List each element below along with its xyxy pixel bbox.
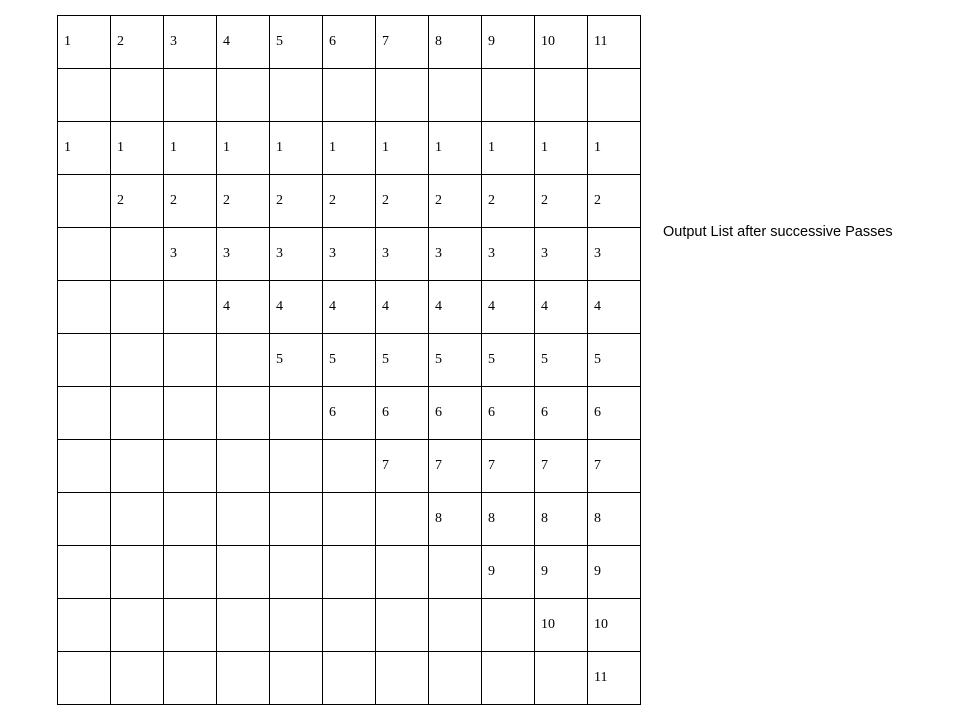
table-cell bbox=[270, 546, 323, 599]
table-cell: 5 bbox=[482, 334, 535, 387]
table-cell bbox=[111, 493, 164, 546]
table-cell: 5 bbox=[323, 334, 376, 387]
pass-row bbox=[58, 122, 641, 175]
table-cell: 1 bbox=[535, 122, 588, 175]
table-cell bbox=[217, 546, 270, 599]
table-cell: 9 bbox=[482, 546, 535, 599]
table-cell bbox=[111, 228, 164, 281]
pass-row bbox=[58, 599, 641, 652]
table-cell bbox=[270, 652, 323, 705]
table-cell: 3 bbox=[429, 228, 482, 281]
index-cell: 11 bbox=[588, 16, 641, 69]
table-cell bbox=[111, 281, 164, 334]
index-cell: 2 bbox=[111, 16, 164, 69]
pass-row bbox=[58, 175, 641, 228]
index-cell: 10 bbox=[535, 16, 588, 69]
table-cell bbox=[482, 652, 535, 705]
passes-table-body bbox=[58, 16, 641, 705]
table-cell: 9 bbox=[588, 546, 641, 599]
table-cell bbox=[217, 599, 270, 652]
table-cell: 4 bbox=[429, 281, 482, 334]
table-cell bbox=[164, 599, 217, 652]
table-cell: 8 bbox=[482, 493, 535, 546]
table-cell bbox=[535, 652, 588, 705]
table-cell bbox=[323, 69, 376, 122]
index-cell: 8 bbox=[429, 16, 482, 69]
table-cell: 2 bbox=[164, 175, 217, 228]
table-cell: 2 bbox=[376, 175, 429, 228]
table-cell: 2 bbox=[323, 175, 376, 228]
table-cell: 3 bbox=[217, 228, 270, 281]
table-cell: 6 bbox=[429, 387, 482, 440]
table-cell bbox=[376, 599, 429, 652]
table-cell: 2 bbox=[535, 175, 588, 228]
table-cell bbox=[323, 599, 376, 652]
table-cell bbox=[164, 69, 217, 122]
table-cell bbox=[217, 440, 270, 493]
table-cell bbox=[164, 652, 217, 705]
table-cell bbox=[323, 652, 376, 705]
index-cell: 6 bbox=[323, 16, 376, 69]
table-cell bbox=[376, 493, 429, 546]
table-cell bbox=[429, 546, 482, 599]
pass-row bbox=[58, 440, 641, 493]
table-cell: 6 bbox=[376, 387, 429, 440]
pass-row bbox=[58, 334, 641, 387]
table-cell: 1 bbox=[164, 122, 217, 175]
index-cell: 1 bbox=[58, 16, 111, 69]
table-cell: 3 bbox=[164, 228, 217, 281]
table-cell: 4 bbox=[535, 281, 588, 334]
table-cell: 7 bbox=[482, 440, 535, 493]
table-cell: 4 bbox=[323, 281, 376, 334]
index-cell: 5 bbox=[270, 16, 323, 69]
table-cell: 7 bbox=[588, 440, 641, 493]
table-cell: 8 bbox=[429, 493, 482, 546]
table-cell bbox=[217, 334, 270, 387]
table-cell bbox=[111, 334, 164, 387]
pass-row bbox=[58, 387, 641, 440]
table-cell bbox=[58, 493, 111, 546]
table-cell: 1 bbox=[376, 122, 429, 175]
table-cell bbox=[164, 387, 217, 440]
table-cell: 5 bbox=[270, 334, 323, 387]
table-cell bbox=[323, 546, 376, 599]
table-cell bbox=[270, 493, 323, 546]
table-cell bbox=[217, 387, 270, 440]
table-cell bbox=[58, 69, 111, 122]
table-cell: 1 bbox=[482, 122, 535, 175]
table-cell bbox=[58, 281, 111, 334]
table-cell: 1 bbox=[429, 122, 482, 175]
index-cell: 7 bbox=[376, 16, 429, 69]
output-list-label: Output List after successive Passes bbox=[663, 224, 893, 240]
table-cell bbox=[217, 69, 270, 122]
table-cell bbox=[588, 69, 641, 122]
header-row bbox=[58, 16, 641, 69]
table-cell bbox=[482, 599, 535, 652]
table-cell bbox=[376, 652, 429, 705]
index-cell: 9 bbox=[482, 16, 535, 69]
table-cell: 9 bbox=[535, 546, 588, 599]
table-cell: 2 bbox=[482, 175, 535, 228]
table-cell: 4 bbox=[588, 281, 641, 334]
table-cell bbox=[429, 69, 482, 122]
table-cell bbox=[111, 546, 164, 599]
table-cell: 3 bbox=[588, 228, 641, 281]
table-cell: 4 bbox=[217, 281, 270, 334]
table-cell bbox=[111, 69, 164, 122]
table-cell bbox=[111, 387, 164, 440]
table-cell: 1 bbox=[323, 122, 376, 175]
table-cell bbox=[429, 599, 482, 652]
table-cell bbox=[270, 69, 323, 122]
table-cell bbox=[111, 599, 164, 652]
table-cell: 1 bbox=[58, 122, 111, 175]
index-cell: 3 bbox=[164, 16, 217, 69]
table-cell: 1 bbox=[588, 122, 641, 175]
table-cell: 4 bbox=[376, 281, 429, 334]
table-cell: 7 bbox=[429, 440, 482, 493]
pass-row bbox=[58, 69, 641, 122]
table-cell bbox=[164, 334, 217, 387]
table-cell bbox=[376, 546, 429, 599]
table-cell: 4 bbox=[482, 281, 535, 334]
table-cell: 3 bbox=[376, 228, 429, 281]
table-cell bbox=[58, 652, 111, 705]
table-cell bbox=[482, 69, 535, 122]
table-cell: 7 bbox=[535, 440, 588, 493]
table-cell: 10 bbox=[588, 599, 641, 652]
table-cell bbox=[58, 175, 111, 228]
table-cell: 3 bbox=[482, 228, 535, 281]
table-cell: 5 bbox=[429, 334, 482, 387]
table-cell: 11 bbox=[588, 652, 641, 705]
table-cell: 2 bbox=[270, 175, 323, 228]
table-cell: 3 bbox=[270, 228, 323, 281]
table-cell bbox=[111, 652, 164, 705]
table-cell: 7 bbox=[376, 440, 429, 493]
table-cell bbox=[217, 652, 270, 705]
table-cell bbox=[58, 334, 111, 387]
table-cell: 6 bbox=[323, 387, 376, 440]
table-cell bbox=[270, 440, 323, 493]
table-cell bbox=[164, 546, 217, 599]
table-cell: 2 bbox=[111, 175, 164, 228]
pass-row bbox=[58, 546, 641, 599]
table-cell: 8 bbox=[535, 493, 588, 546]
pass-row bbox=[58, 493, 641, 546]
table-cell bbox=[217, 493, 270, 546]
table-cell bbox=[111, 440, 164, 493]
table-cell: 1 bbox=[111, 122, 164, 175]
pass-row bbox=[58, 652, 641, 705]
table-cell: 5 bbox=[535, 334, 588, 387]
table-cell: 2 bbox=[429, 175, 482, 228]
table-cell: 5 bbox=[588, 334, 641, 387]
table-cell: 1 bbox=[270, 122, 323, 175]
table-cell: 3 bbox=[323, 228, 376, 281]
table-cell bbox=[164, 493, 217, 546]
table-cell bbox=[58, 228, 111, 281]
table-cell bbox=[270, 387, 323, 440]
table-cell: 5 bbox=[376, 334, 429, 387]
table-cell bbox=[164, 440, 217, 493]
table-cell: 6 bbox=[588, 387, 641, 440]
table-cell bbox=[58, 440, 111, 493]
table-cell: 10 bbox=[535, 599, 588, 652]
passes-table bbox=[57, 15, 641, 705]
table-cell: 8 bbox=[588, 493, 641, 546]
table-cell: 3 bbox=[535, 228, 588, 281]
table-cell bbox=[58, 599, 111, 652]
table-cell bbox=[376, 69, 429, 122]
table-cell bbox=[164, 281, 217, 334]
table-cell: 1 bbox=[217, 122, 270, 175]
pass-row bbox=[58, 281, 641, 334]
table-cell bbox=[429, 652, 482, 705]
table-cell: 2 bbox=[588, 175, 641, 228]
table-cell bbox=[58, 387, 111, 440]
table-cell: 2 bbox=[217, 175, 270, 228]
table-cell bbox=[323, 493, 376, 546]
index-cell: 4 bbox=[217, 16, 270, 69]
pass-row bbox=[58, 228, 641, 281]
table-cell: 6 bbox=[535, 387, 588, 440]
table-cell bbox=[323, 440, 376, 493]
table-cell: 6 bbox=[482, 387, 535, 440]
table-cell bbox=[270, 599, 323, 652]
table-cell bbox=[58, 546, 111, 599]
table-cell: 4 bbox=[270, 281, 323, 334]
table-cell bbox=[535, 69, 588, 122]
